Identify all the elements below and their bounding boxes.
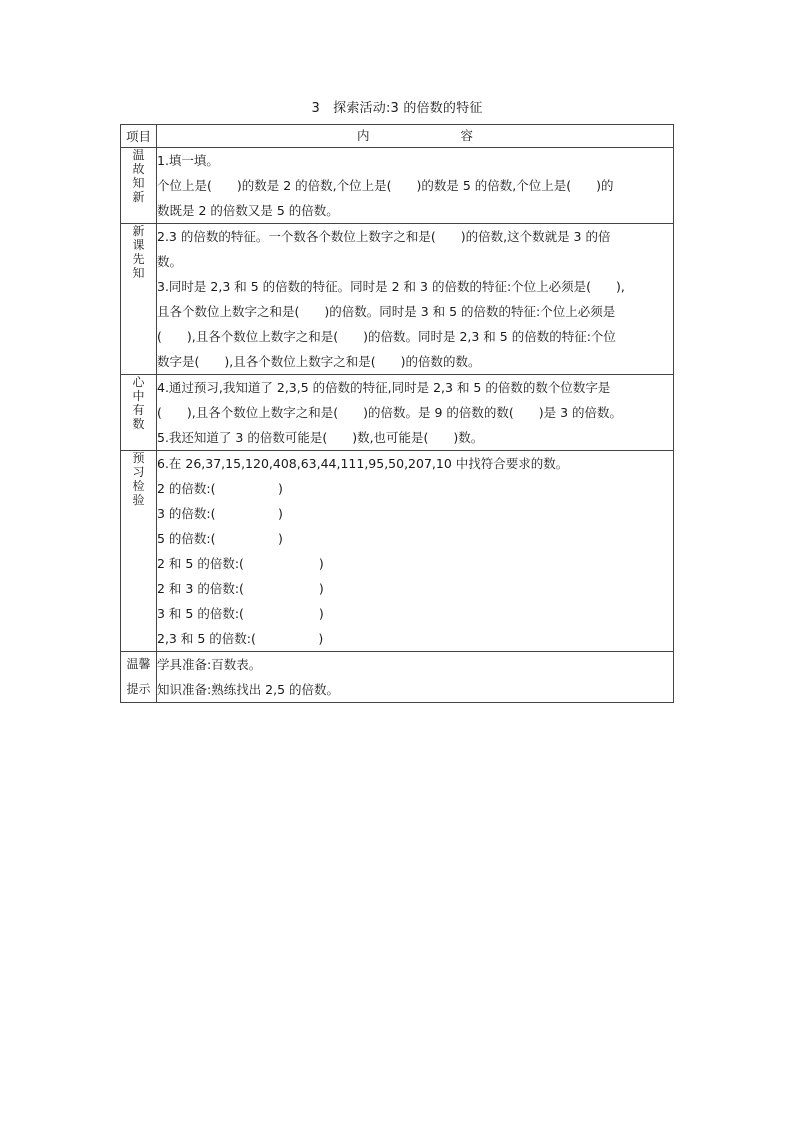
answer-line: 2 的倍数:( ) <box>157 481 283 496</box>
section-label-text: 新课先知 <box>132 224 145 280</box>
content-line: 数既是 2 的倍数又是 5 的倍数。 <box>157 203 339 218</box>
content-line: 数字是( ),且各个数位上数字之和是( )的倍数的数。 <box>157 354 481 369</box>
answer-line: 2 和 5 的倍数:( ) <box>157 556 324 571</box>
content-line: ( ),且各个数位上数字之和是( )的倍数。是 9 的倍数的数( )是 3 的倍数。 <box>157 405 623 420</box>
section-label-text: 温馨 <box>126 657 151 671</box>
section-content-summary <box>157 375 674 451</box>
content-line: 知识准备:熟练找出 2,5 的倍数。 <box>157 682 340 697</box>
answer-line: 5 的倍数:( ) <box>157 531 283 546</box>
section-new-lesson-row <box>121 224 674 375</box>
content-line: 2.3 的倍数的特征。一个数各个数位上数字之和是( )的倍数,这个数就是 3 的倍 <box>157 229 611 244</box>
section-label-text: 心中有数 <box>132 375 145 431</box>
section-review-row <box>121 148 674 224</box>
content-line: 5.我还知道了 3 的倍数可能是( )数,也可能是( )数。 <box>157 430 484 445</box>
content-line: 学具准备:百数表。 <box>157 657 262 672</box>
content-line: 1.填一填。 <box>157 153 219 168</box>
content-line: 数。 <box>157 254 183 269</box>
content-line: 6.在 26,37,15,120,408,63,44,111,95,50,207,10 中找符合要求的数。 <box>157 456 569 471</box>
section-content-new-lesson <box>157 224 674 375</box>
section-label-review <box>121 148 157 224</box>
answer-line: 3 的倍数:( ) <box>157 506 283 521</box>
content-line: 3.同时是 2,3 和 5 的倍数的特征。同时是 2 和 3 的倍数的特征:个位上必须是( ), <box>157 279 625 294</box>
content-line: 4.通过预习,我知道了 2,3,5 的倍数的特征,同时是 2,3 和 5 的倍数的数个位数字是 <box>157 380 611 395</box>
section-content-tips <box>157 652 674 703</box>
table-header-row <box>121 125 674 148</box>
section-label-text: 提示 <box>126 682 151 696</box>
section-content-review <box>157 148 674 224</box>
content-line: ( ),且各个数位上数字之和是( )的倍数。同时是 2,3 和 5 的倍数的特征:个位 <box>157 329 616 344</box>
section-label-tips <box>121 652 157 703</box>
answer-line: 2,3 和 5 的倍数:( ) <box>157 631 324 646</box>
content-line: 个位上是( )的数是 2 的倍数,个位上是( )的数是 5 的倍数,个位上是( )的 <box>157 178 614 193</box>
section-label-text: 温故知新 <box>132 148 145 204</box>
header-item-cell: 项目 <box>121 125 157 148</box>
section-label-text: 预习检验 <box>132 451 145 507</box>
answer-line: 2 和 3 的倍数:( ) <box>157 581 324 596</box>
section-label-check <box>121 451 157 652</box>
header-content-cell <box>157 125 674 148</box>
content-line: 且各个数位上数字之和是( )的倍数。同时是 3 和 5 的倍数的特征:个位上必须是 <box>157 304 616 319</box>
section-tips-row <box>121 652 674 703</box>
header-content-label: 内 容 <box>356 128 495 143</box>
answer-line: 3 和 5 的倍数:( ) <box>157 606 324 621</box>
section-summary-row <box>121 375 674 451</box>
section-label-summary <box>121 375 157 451</box>
section-content-check <box>157 451 674 652</box>
section-check-row <box>121 451 674 652</box>
page-title: 3 探索活动:3 的倍数的特征 <box>311 101 483 116</box>
preview-table <box>120 124 674 703</box>
section-label-new-lesson <box>121 224 157 375</box>
